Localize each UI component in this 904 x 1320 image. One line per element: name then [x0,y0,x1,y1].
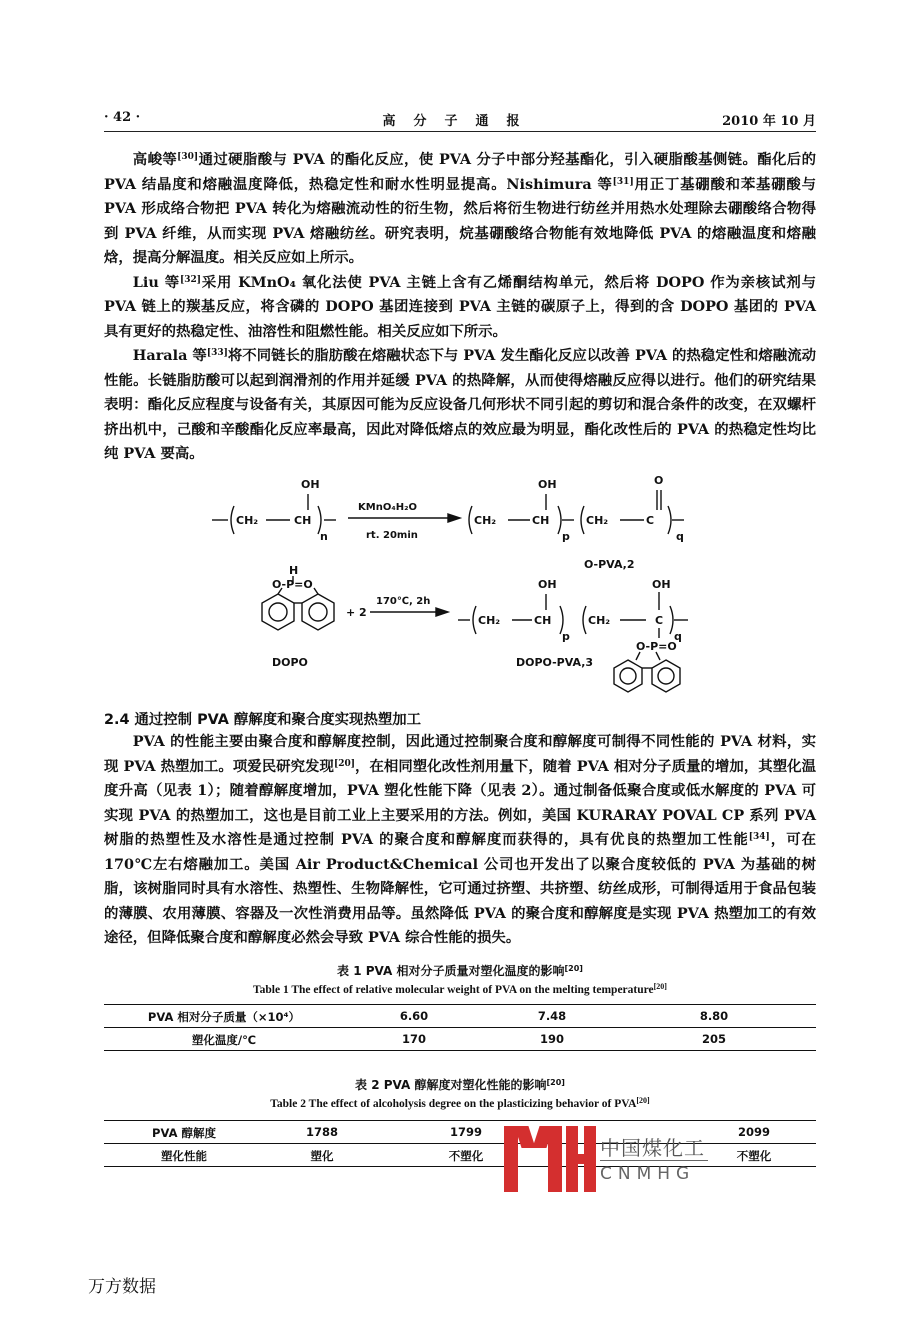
table1-caption-cn: 表 1 PVA 相对分子质量对塑化温度的影响[20] [337,964,583,978]
running-header [104,108,816,130]
watermark-en: CNMHG [600,1164,696,1184]
table2-cell: 1788 [305,1125,339,1139]
n-subscript: n [320,530,328,543]
table1-cell: 6.60 [399,1009,429,1023]
q-subscript-1: q [676,530,684,543]
q-subscript-2: q [674,630,682,643]
section-title: 2.4 通过控制 PVA 醇解度和聚合度实现热塑加工 [104,712,422,728]
table1-cell: 7.48 [537,1009,567,1023]
table1-cell: 190 [539,1032,565,1046]
p-subscript-2: p [562,630,570,643]
table1 [104,1004,816,1051]
po-group-dopo: O-P=O [272,578,313,591]
paragraph-gao: 高峻等[30]通过硬脂酸与 PVA 的酯化反应，使 PVA 分子中部分羟基酯化，引入硬脂酸基侧链。酯化后的 PVA 结晶度和熔融温度降低，热稳定性和耐水性明显提高。Nishimura 等[31]用正丁基硼酸和苯基硼酸与 PVA 形成络合物把 PVA 转化为熔融流动性的衍生物，然后将衍生物进行纺丝并用热水处理除去硼酸络合物得到 PVA 纤维，从而实现 PVA 熔融纺丝。研究表明，烷基硼酸络合物能有效地降低 PVA 的熔融温度和熔融焓，提高分解温度。相关反应如上所示。 [104,151,816,266]
table2-cell: 1799 [449,1125,483,1139]
watermark-logo-bar [504,1126,518,1192]
table1-cell: 170 [401,1032,427,1046]
po-group-product: O-P=O [636,640,677,653]
paragraph-liu: Liu 等[32]采用 KMnO₄ 氧化法使 PVA 主链上含有乙烯酮结构单元，然后将 DOPO 作为亲核试剂与 PVA 链上的羰基反应，将含磷的 DOPO 基团连接到 PVA 主链的碳原子上，得到的含 DOPO 基团的 PVA 具有更好的热稳定性、油溶性和阻燃性能。相关反应如下所示。 [104,273,816,340]
ch-label-1: CH [294,514,312,527]
table2-caption-cn: 表 2 PVA 醇解度对塑化性能的影响[20] [355,1078,565,1092]
table2-cell: 不塑化 [448,1149,484,1163]
table1-cell: 8.80 [699,1009,729,1023]
oh-label-2: OH [538,478,557,491]
condition-rt: rt. 20min [366,530,418,541]
footer-source: 万方数据 [88,1277,156,1297]
body-text-section [104,730,816,951]
oh-label-3: OH [538,578,557,591]
c-label-2: C [655,614,664,627]
watermark-logo-bar [548,1126,562,1192]
ch2-label-1: CH₂ [236,514,259,527]
table2-row2-label: 塑化性能 [161,1149,207,1163]
reaction-scheme-svg [200,470,720,698]
ch-label-2: CH [532,514,550,527]
header-rule [104,131,816,132]
watermark-cn: 中国煤化工 [600,1136,705,1160]
table1-caption-en: Table 1 The effect of relative molecular weight of PVA on the melting temperature[20] [253,982,667,996]
oh-label-1: OH [301,478,320,491]
table2-row1-label: PVA 醇解度 [152,1126,216,1140]
c-label-1: C [646,514,655,527]
reagent-kmno4: KMnO₄H₂O [358,502,417,513]
plus-two: + 2 [346,606,367,619]
table1-cell: 205 [701,1032,727,1046]
oh-label-4: OH [652,578,671,591]
product-label-opva: O-PVA,2 [584,558,635,571]
table2-cell: 塑化 [310,1149,334,1163]
reaction-scheme [200,470,720,698]
table-row [104,1005,816,1027]
body-text-top [104,148,816,467]
watermark-logo-bar [584,1126,596,1192]
journal-title: 高分子通报 [382,114,538,129]
paragraph-section: PVA 的性能主要由聚合度和醇解度控制，因此通过控制聚合度和醇解度可制得不同性能的 PVA 材料，实现 PVA 热塑加工。项爱民研究发现[20]，在相同塑化改性剂用量下，随着 PVA 相对分子质量的增加，其塑化温度升高（见表 1）；随着醇解度增加，PVA 塑化性能下降（见表 2）。通过制备低聚合度或低水解度的 PVA 可实现 PVA 的热塑加工，这也是目前工业上主要采用的方法。例如，美国 KURARAY POVAL CP 系列 PVA 树脂的热塑性及水溶性是通过控制 PVA 的聚合度和醇解度而获得的，具有优良的热塑加工性能[34]，可在 170℃左右熔融加工。美国 Air Product&Chemical 公司也开发出了以聚合度较低的 PVA 为基础的树脂，该树脂同时具有水溶性、热塑性、生物降解性，它可通过挤塑、共挤塑、纺丝成形，可制得适用于食品包装的薄膜、农用薄膜、容器及一次性消费用品等。虽然降低 PVA 的聚合度和醇解度是实现 PVA 热塑加工的有效途径，但降低聚合度和醇解度必然会导致 PVA 综合性能的损失。 [104,733,817,946]
carbonyl-o: O [654,474,664,487]
watermark-rule [600,1160,708,1161]
dopo-label: DOPO [272,656,308,669]
product-label-dopo-pva: DOPO-PVA,3 [516,656,594,669]
ch2-label-5: CH₂ [588,614,611,627]
table1-bottom-rule [104,1050,816,1051]
table2-cell: 不塑化 [736,1149,772,1163]
table-row [104,1028,816,1050]
table2-caption-en: Table 2 The effect of alcoholysis degree on the plasticizing behavior of PVA[20] [270,1096,650,1110]
ch2-label-2: CH₂ [474,514,497,527]
ch2-label-4: CH₂ [478,614,501,627]
ch2-label-3: CH₂ [586,514,609,527]
h-label: H [289,564,299,577]
table1-row2-label: 塑化温度/℃ [191,1033,257,1047]
watermark-logo [500,1126,720,1192]
table2-cell: 2099 [737,1125,771,1139]
page-number: · 42 · [104,110,141,125]
table1-row1-label: PVA 相对分子质量（×10⁴） [147,1010,301,1024]
paragraph-harala: Harala 等[33]将不同链长的脂肪酸在熔融状态下与 PVA 发生酯化反应以改善 PVA 的热稳定性和熔融流动性能。长链脂肪酸可以起到润滑剂的作用并延缓 PVA 的热降解，从而使得熔融反应得以进行。他们的研究结果表明：酯化反应程度与设备有关，其原因可能为反应设备几何形状不同引起的剪切和混合条件的改变，在双螺杆挤出机中，己酸和辛酸酯化反应率最高，因此对降低熔点的效应最为明显，酯化改性后的 PVA 的热稳定性均比纯 PVA 要高。 [104,347,816,462]
condition-170c: 170℃, 2h [376,596,431,607]
issue-date: 2010 年 10 月 [722,114,816,129]
p-subscript-1: p [562,530,570,543]
ch-label-3: CH [534,614,552,627]
